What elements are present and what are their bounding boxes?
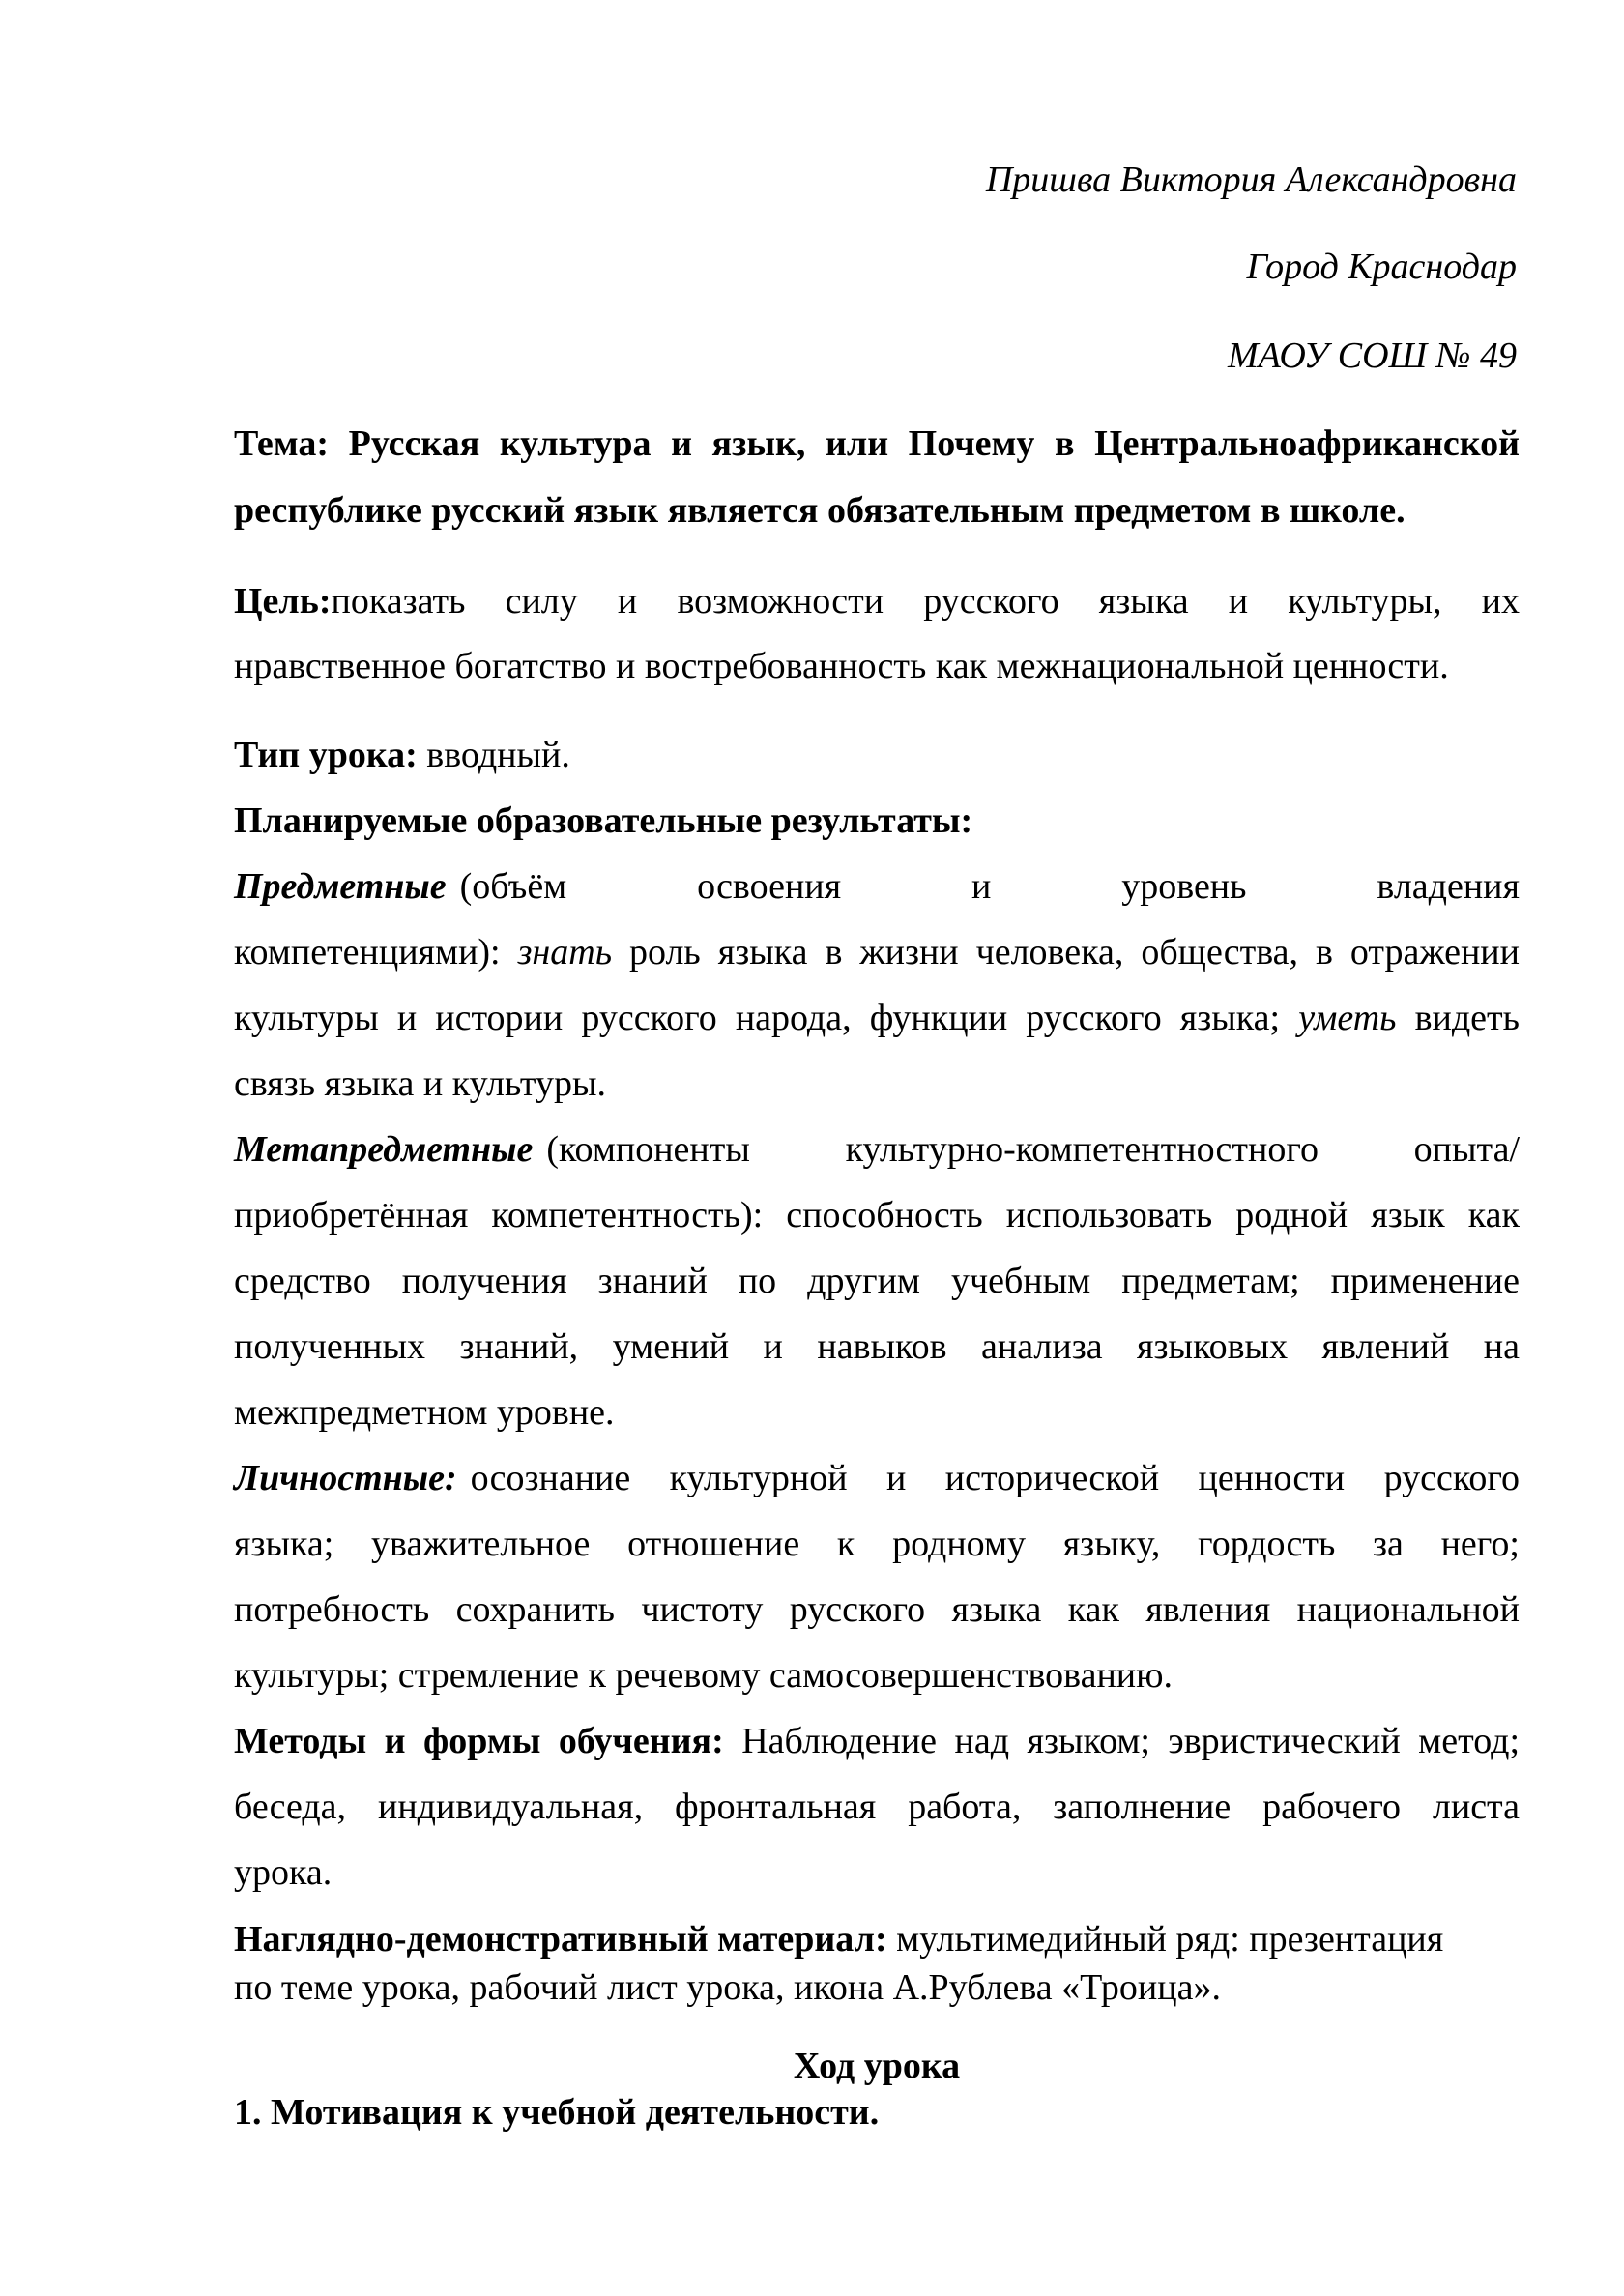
- lesson-type: [234, 733, 1520, 777]
- subject-text-1: (объём освоения и уровень владения: [459, 866, 1520, 907]
- subject-line-3: [234, 996, 1520, 1040]
- subject-text-2a: компетенциями):: [234, 932, 518, 973]
- lesson-type-label: Тип урока:: [234, 735, 418, 775]
- subject-line-4: связь языка и культуры.: [234, 1063, 606, 1104]
- personal-line-1: [234, 1456, 1520, 1500]
- personal-line-4: культуры; стремление к речевому самосовершенствованию.: [234, 1655, 1174, 1696]
- methods-line-3: урока.: [234, 1852, 333, 1893]
- meta-label: Метапредметные: [234, 1129, 534, 1170]
- author-name: Пришва Виктория Александровна: [985, 160, 1517, 200]
- subject-line-2: [234, 930, 1520, 974]
- meta-text-1: (компоненты культурно-компетентностного опыта/: [546, 1129, 1520, 1170]
- lesson-flow-heading: Ход урока: [793, 2046, 961, 2086]
- topic-line-1: Тема: Русская культура и язык, или Почему в Центральноафриканской: [234, 423, 1520, 464]
- goal-label: Цель:: [234, 581, 332, 622]
- materials-line-1: [234, 1917, 1500, 1962]
- personal-label: Личностные:: [234, 1458, 457, 1498]
- subject-label: Предметные: [234, 866, 447, 907]
- personal-line-3: потребность сохранить чистоту русского языка как явления национальной: [234, 1589, 1520, 1630]
- personal-text-1: осознание культурной и исторической ценности русского: [470, 1458, 1520, 1498]
- methods-line-1: [234, 1719, 1520, 1763]
- topic-line-2: республике русский язык является обязательным предметом в школе.: [234, 490, 1406, 531]
- lesson-step-1: 1. Мотивация к учебной деятельности.: [234, 2092, 880, 2133]
- goal-line-2: нравственное богатство и востребованность как межнациональной ценности.: [234, 646, 1449, 686]
- materials-label: Наглядно-демонстративный материал:: [234, 1919, 887, 1960]
- meta-line-1: [234, 1127, 1520, 1172]
- lesson-type-value: вводный.: [417, 735, 570, 775]
- subject-can: уметь: [1298, 998, 1397, 1038]
- meta-line-5: межпредметном уровне.: [234, 1392, 615, 1433]
- subject-text-2c: роль языка в жизни человека, общества, в отражении: [612, 932, 1520, 973]
- meta-line-2: приобретённая компетентность): способность использовать родной язык как: [234, 1195, 1520, 1235]
- subject-text-3c: видеть: [1396, 998, 1520, 1038]
- school-name: МАОУ СОШ № 49: [1228, 335, 1517, 376]
- goal-text-1: показать силу и возможности русского языка и культуры, их: [331, 581, 1520, 622]
- methods-text-1: Наблюдение над языком; эвристический метод;: [723, 1721, 1521, 1761]
- meta-line-3: средство получения знаний по другим учебным предметам; применение: [234, 1261, 1520, 1301]
- materials-line-2: по теме урока, рабочий лист урока, икона А.Рублева «Троица».: [234, 1967, 1221, 2008]
- goal-line-1: [234, 579, 1520, 624]
- methods-line-2: беседа, индивидуальная, фронтальная работа, заполнение рабочего листа: [234, 1787, 1520, 1827]
- methods-label: Методы и формы обучения:: [234, 1721, 724, 1761]
- materials-text-1: мультимедийный ряд: презентация: [886, 1919, 1444, 1960]
- personal-line-2: языка; уважительное отношение к родному языку, гордость за него;: [234, 1524, 1520, 1564]
- subject-know: знать: [517, 932, 612, 973]
- results-heading: Планируемые образовательные результаты:: [234, 800, 973, 841]
- city-name: Город Краснодар: [1246, 247, 1517, 287]
- meta-line-4: полученных знаний, умений и навыков анализа языковых явлений на: [234, 1326, 1520, 1367]
- subject-line-1: [234, 864, 1520, 909]
- subject-text-3a: культуры и истории русского народа, функции русского языка;: [234, 998, 1299, 1038]
